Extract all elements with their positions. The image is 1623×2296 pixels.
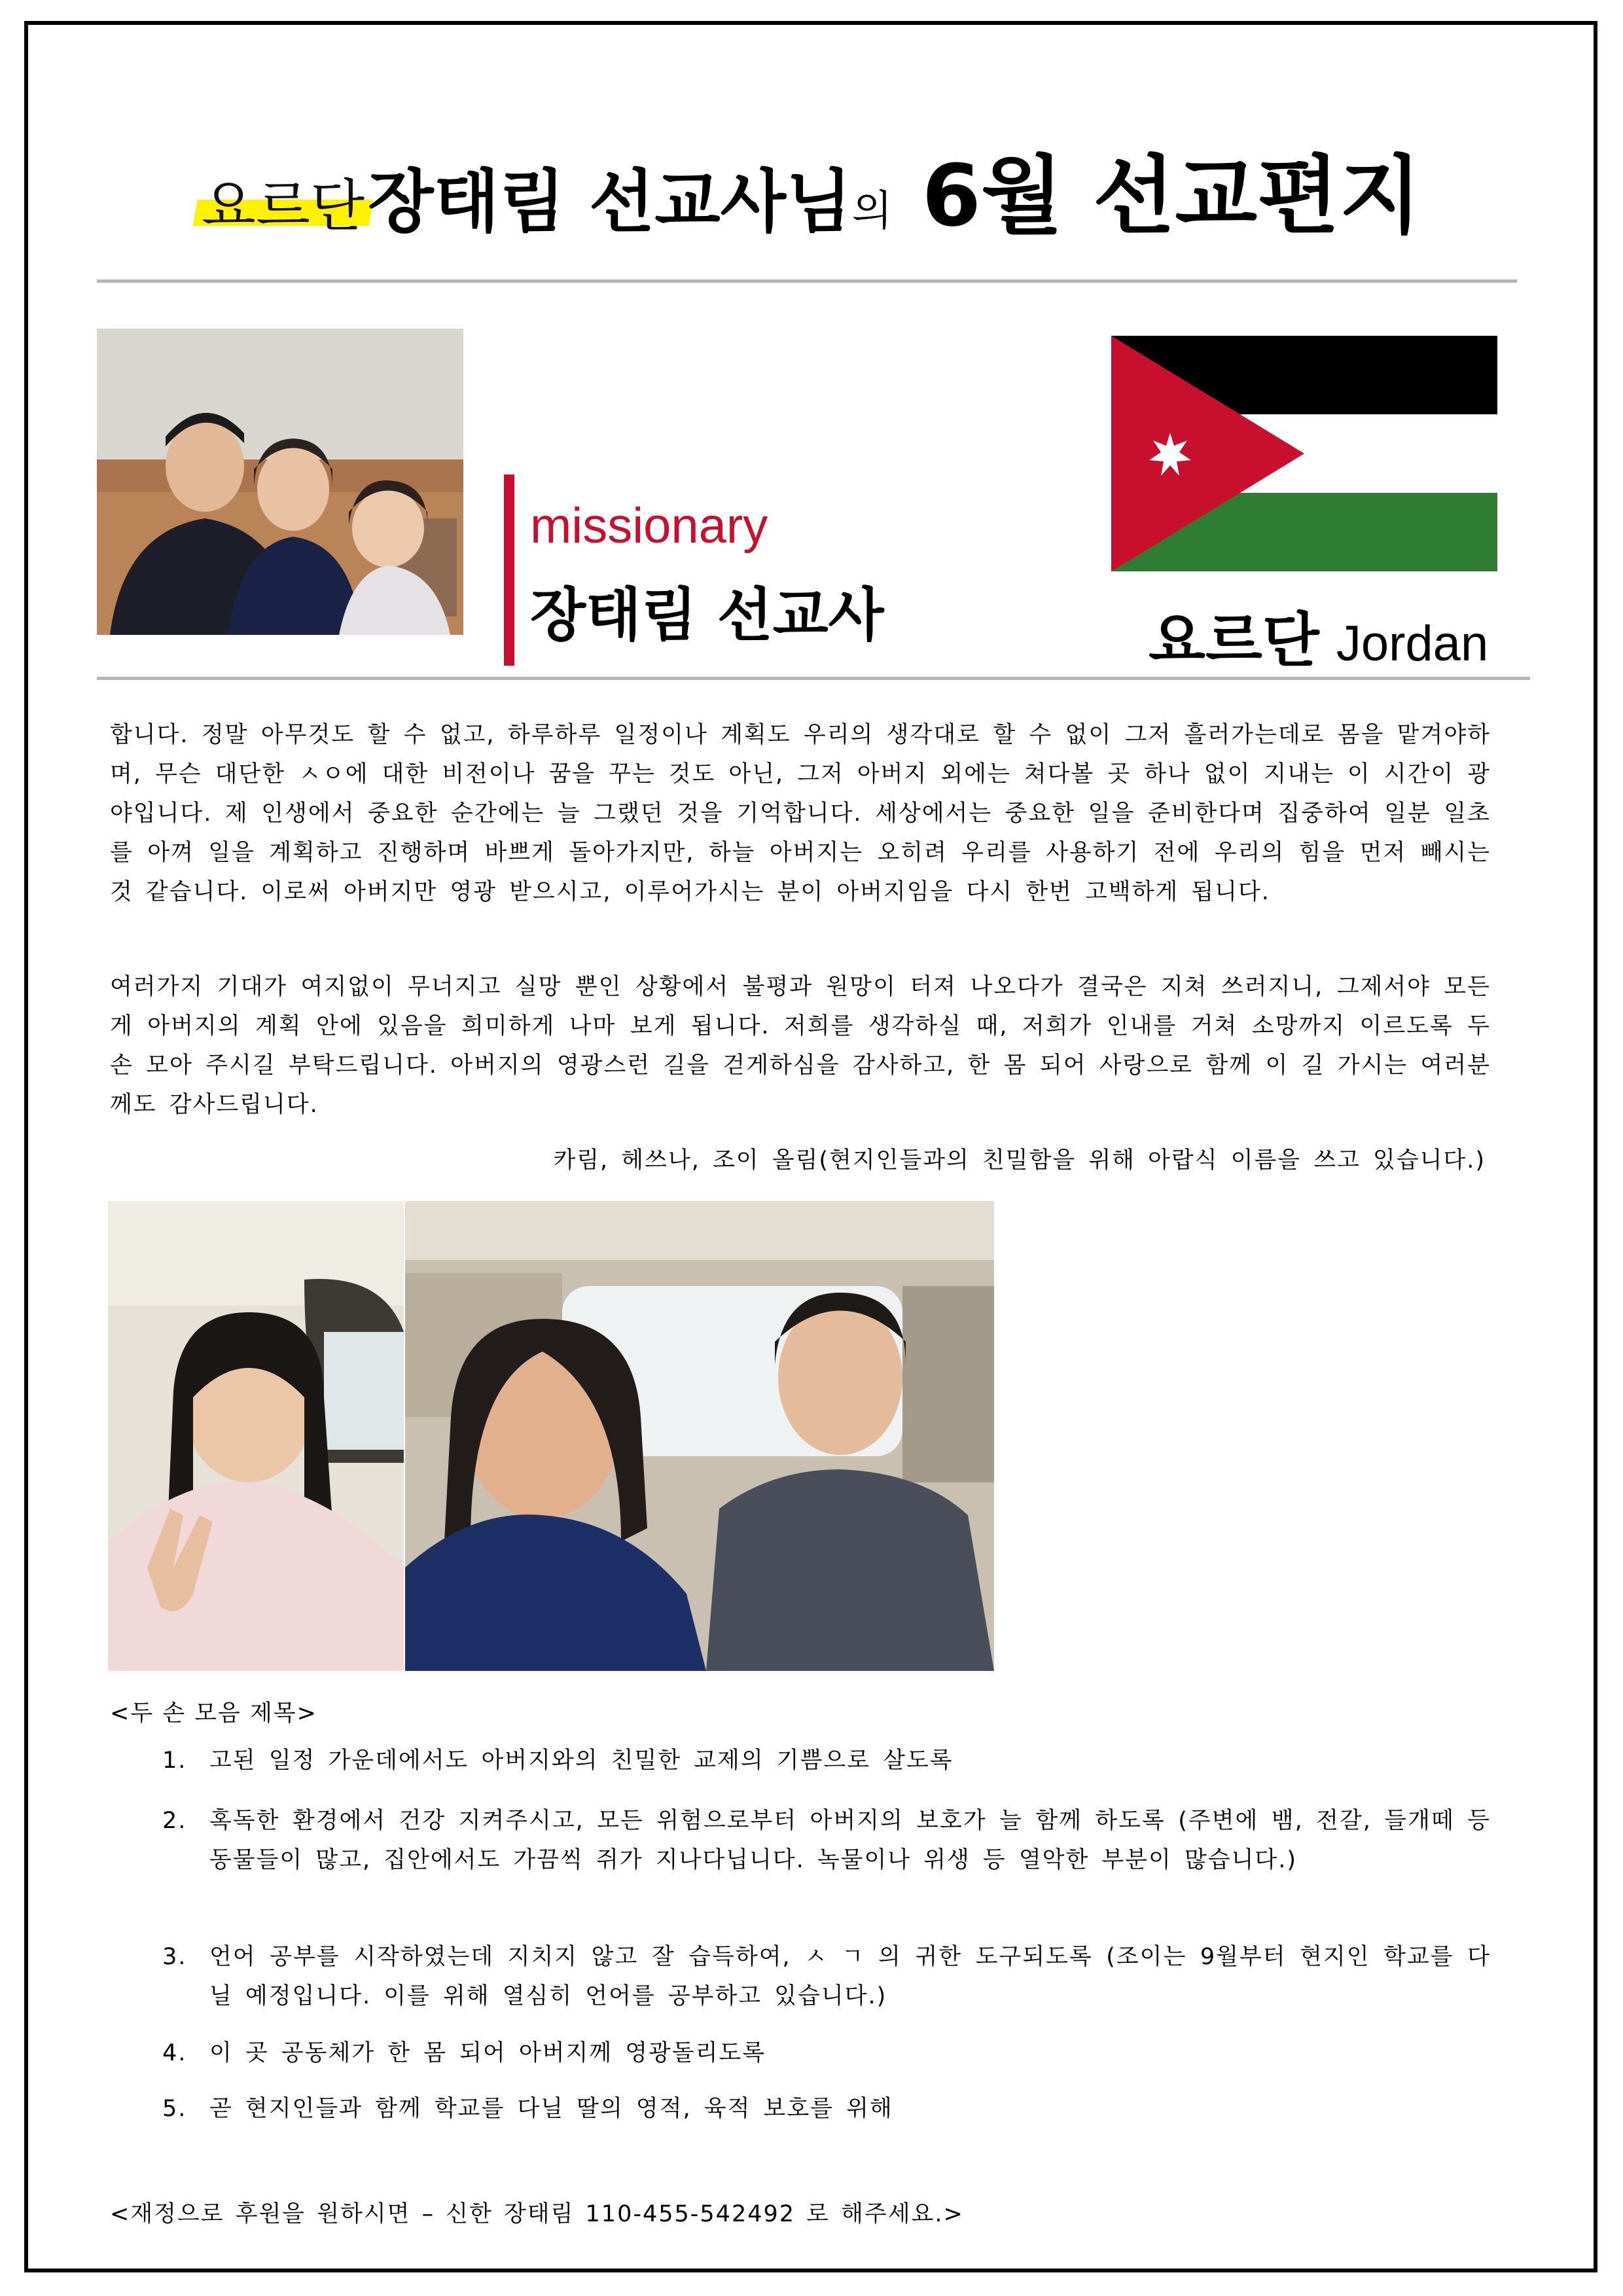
prayer-number: 2. <box>162 1808 187 1834</box>
prayer-number: 4. <box>162 2040 187 2066</box>
daughter-car-photo <box>108 1201 404 1671</box>
jordan-flag-icon <box>1111 336 1497 571</box>
prayer-text: 고된 일정 가운데에서도 아버지와의 친밀한 교제의 기쁨으로 살도록 <box>209 1748 954 1774</box>
title-month: 6월 선교편지 <box>921 146 1422 245</box>
prayer-text: 이 곳 공동체가 한 몸 되어 아버지께 영광돌리도록 <box>209 2040 766 2066</box>
prayer-number: 3. <box>162 1944 187 1970</box>
country-english: Jordan <box>1336 616 1489 672</box>
prayer-item <box>162 2089 1491 2128</box>
accent-bar <box>504 475 514 666</box>
title-particle: 의 <box>851 187 893 236</box>
top-divider <box>97 279 1517 283</box>
prayer-number: 5. <box>162 2096 187 2122</box>
page-title <box>0 128 1623 250</box>
donation-footer: <재정으로 후원을 원하시면 – 신한 장태림 110-455-542492 로 해주세요.> <box>110 2201 964 2227</box>
title-missionary-name: 장태림 선교사님 <box>368 162 852 242</box>
letter-paragraph-1: 합니다. 정말 아무것도 할 수 없고, 하루하루 일정이나 계획도 우리의 생각대로 할 수 없이 그저 흘러가는데로 몸을 맡겨야하며, 무슨 대단한 ㅅㅇ에 대한 비전이나 꿈을 꾸는 것도 아닌, 그저 아버지 외에는 쳐다볼 곳 하나 없이 지내는 이 시간이 광야입니다. 제 인생에서 중요한 순간에는 늘 그랬던 것을 기억합니다. 세상에서는 중요한 일을 준비한다며 집중하여 일분 일초를 아껴 일을 계획하고 진행하며 바쁘게 돌아가지만, 하늘 아버지는 오히려 우리를 사용하기 전에 우리의 힘을 먼저 빼시는 것 같습니다. 이로써 아버지만 영광 받으시고, 이루어가시는 분이 아버지임을 다시 한번 고백하게 됩니다. <box>110 722 1491 905</box>
prayer-text: 혹독한 환경에서 건강 지켜주시고, 모든 위험으로부터 아버지의 보호가 늘 함께 하도록 (주변에 뱀, 전갈, 들개떼 등 동물들이 많고, 집안에서도 가끔씩 쥐가 지나다닙니다. 녹물이나 위생 등 열악한 부분이 많습니다.) <box>209 1808 1491 1873</box>
prayer-item <box>162 1741 1491 1780</box>
prayer-list-title: <두 손 모음 제목> <box>110 1700 317 1727</box>
signature: 카림, 헤쓰나, 조이 올림(현지인들과의 친밀함을 위해 아랍식 이름을 쓰고 있습니다.) <box>553 1147 1486 1174</box>
prayer-number: 1. <box>162 1748 187 1774</box>
missionary-name: 장태림 선교사 <box>530 581 884 649</box>
country-korean: 요르단 <box>1149 606 1319 675</box>
prayer-item <box>162 1937 1491 2016</box>
letter-paragraph-2: 여러가지 기대가 여지없이 무너지고 실망 뿐인 상황에서 불평과 원망이 터져 나오다가 결국은 지쳐 쓰러지니, 그제서야 모든 게 아버지의 계획 안에 있음을 희미하게 나마 보게 됩니다. 저희를 생각하실 때, 저희가 인내를 거쳐 소망까지 이르도록 두 손 모아 주시길 부탁드립니다. 아버지의 영광스런 길을 걷게하심을 감사하고, 한 몸 되어 사랑으로 함께 이 길 가시는 여러분께도 감사드립니다. <box>110 974 1491 1118</box>
parents-car-photo <box>405 1201 994 1671</box>
missionary-label: missionary <box>530 498 768 554</box>
prayer-item <box>162 1801 1491 1880</box>
title-country-highlight: 요르단 <box>202 160 365 242</box>
family-photo-desert <box>97 329 463 635</box>
prayer-text: 언어 공부를 시작하였는데 지치지 않고 잘 습득하여, ㅅ ㄱ 의 귀한 도구되도록 (조이는 9월부터 현지인 학교를 다닐 예정입니다. 이를 위해 열심히 언어를 공부하고 있습니다.) <box>209 1944 1491 2009</box>
prayer-text: 곧 현지인들과 함께 학교를 다닐 딸의 영적, 육적 보호를 위해 <box>209 2096 893 2122</box>
prayer-item <box>162 2034 1491 2073</box>
middle-divider <box>97 677 1530 680</box>
country-name <box>1149 592 1488 677</box>
